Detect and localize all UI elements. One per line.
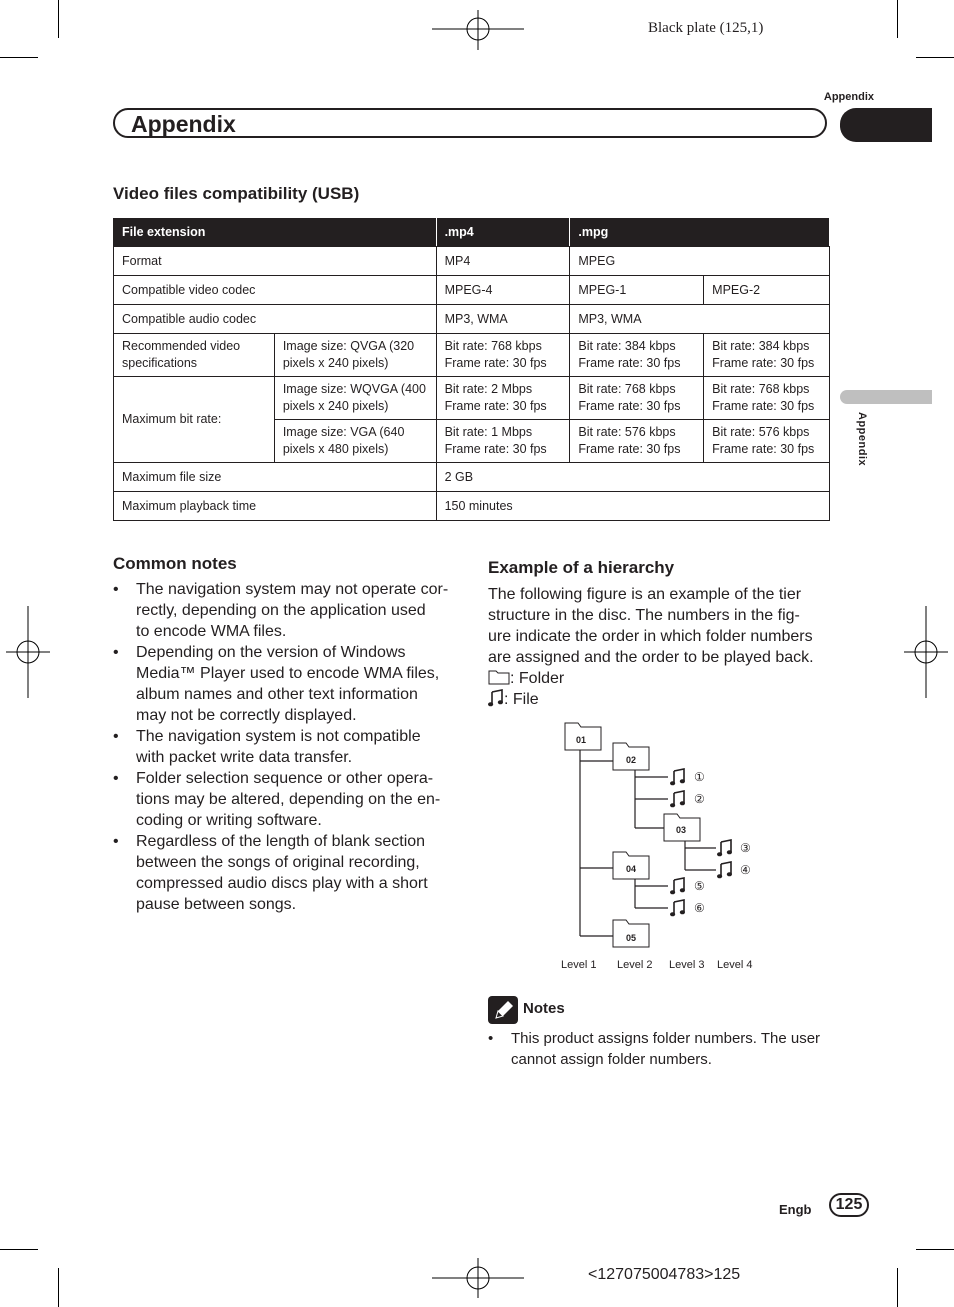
music-note-icon: [670, 791, 685, 807]
folder-label: 02: [626, 755, 637, 765]
music-note-icon: [488, 689, 504, 707]
video-section-title: Video files compatibility (USB): [113, 184, 360, 203]
table-cell: MP3, WMA: [570, 305, 830, 334]
folder-04: [613, 852, 649, 879]
table-row: [114, 377, 830, 420]
table-cell: Maximum playback time: [114, 492, 437, 521]
list-item: • The navigation system is not compatible with packet write data transfer.: [113, 726, 458, 768]
table-cell: Maximum file size: [114, 463, 437, 492]
folder-icon: [488, 668, 510, 685]
table-cell: Format: [114, 247, 437, 276]
list-item: • Folder selection sequence or other opera- tions may be altered, depending on the en- coding or writing software.: [113, 768, 458, 831]
registration-mark-left: [6, 606, 50, 698]
legend-folder: [488, 668, 564, 689]
crop-mark: [916, 1249, 954, 1250]
banner-title: Appendix: [131, 111, 236, 137]
table-cell: Bit rate: 384 kbps Frame rate: 30 fps: [570, 334, 704, 377]
language-code: Engb: [779, 1202, 812, 1217]
common-notes-title: Common notes: [113, 554, 237, 573]
file-order-label: ④: [740, 863, 751, 877]
running-head: Appendix: [823, 91, 874, 103]
table-cell: Bit rate: 768 kbps Frame rate: 30 fps: [570, 377, 704, 420]
crop-mark: [0, 1249, 38, 1250]
folder-label: 05: [626, 933, 637, 943]
file-order-label: ⑥: [694, 901, 705, 915]
music-note-icon: [670, 900, 685, 916]
page-number: 125: [829, 1193, 869, 1217]
music-note-icon: [717, 840, 732, 856]
table-cell: Compatible video codec: [114, 276, 437, 305]
table-cell: Bit rate: 768 kbps Frame rate: 30 fps: [704, 377, 830, 420]
folder-03: [664, 814, 700, 841]
table-cell: Compatible audio codec: [114, 305, 437, 334]
table-cell: Bit rate: 2 Mbps Frame rate: 30 fps: [436, 377, 570, 420]
table-cell: Bit rate: 1 Mbps Frame rate: 30 fps: [436, 420, 570, 463]
folder-01: [565, 723, 601, 750]
list-item: • Regardless of the length of blank section between the songs of original recording, compressed audio discs play with a short pause between songs.: [113, 831, 458, 915]
table-cell: Bit rate: 576 kbps Frame rate: 30 fps: [570, 420, 704, 463]
notes-list: [488, 1028, 833, 1070]
music-note-icon: [670, 769, 685, 785]
crop-mark: [58, 1268, 59, 1307]
table-cell: Image size: VGA (640 pixels x 480 pixels): [274, 420, 436, 463]
table-cell: Bit rate: 576 kbps Frame rate: 30 fps: [704, 420, 830, 463]
table-row: [114, 276, 830, 305]
table-cell: 2 GB: [436, 463, 829, 492]
table-cell: MPEG-2: [704, 276, 830, 305]
table-cell: Image size: QVGA (320 pixels x 240 pixels): [274, 334, 436, 377]
table-cell: Maximum bit rate:: [114, 377, 275, 463]
table-header-row: [114, 218, 830, 247]
pencil-icon: [488, 996, 518, 1024]
folder-label: 01: [576, 735, 587, 745]
table-cell: Recommended video specifications: [114, 334, 275, 377]
hierarchy-description: The following figure is an example of the tier structure in the disc. The numbers in the fig- ure indicate the order in which folder numbers are assigned and the order to be played back.: [488, 586, 814, 666]
notes-title: Notes: [523, 1000, 565, 1017]
crop-mark: [58, 0, 59, 38]
registration-mark-bottom: [432, 1258, 524, 1298]
music-note-icon: [717, 862, 732, 878]
common-notes-list: [113, 579, 458, 915]
legend-file: [488, 689, 539, 710]
list-item: • The navigation system may not operate cor- rectly, depending on the application used to encode WMA files.: [113, 579, 458, 642]
table-cell: MP3, WMA: [436, 305, 570, 334]
level-label: Level 4: [717, 959, 753, 971]
folder-label: 03: [676, 825, 687, 835]
table-header-cell: .mp4: [436, 218, 570, 247]
table-cell: Bit rate: 384 kbps Frame rate: 30 fps: [704, 334, 830, 377]
level-label: Level 2: [617, 959, 653, 971]
table-cell: MPEG-1: [570, 276, 704, 305]
side-tab-label: Appendix: [856, 412, 868, 467]
table-cell: MPEG-4: [436, 276, 570, 305]
table-row: [114, 463, 830, 492]
music-note-icon: [670, 878, 685, 894]
chapter-tab: [840, 108, 932, 142]
folder-02: [613, 743, 649, 770]
table-cell: Image size: WQVGA (400 pixels x 240 pixels): [274, 377, 436, 420]
legend-file-label: : File: [504, 691, 539, 708]
table-cell: 150 minutes: [436, 492, 829, 521]
side-tab: [840, 390, 932, 404]
table-header-cell: File extension: [114, 218, 437, 247]
crop-mark: [0, 57, 38, 58]
table-header-cell: .mpg: [570, 218, 830, 247]
table-row: [114, 305, 830, 334]
table-cell: MPEG: [570, 247, 830, 276]
registration-mark-top: [432, 10, 524, 50]
file-order-label: ⑤: [694, 879, 705, 893]
level-label: Level 3: [669, 959, 705, 971]
file-order-label: ①: [694, 770, 705, 784]
table-row: [114, 334, 830, 377]
hierarchy-title: Example of a hierarchy: [488, 558, 675, 577]
legend-folder-label: : Folder: [510, 670, 565, 687]
registration-mark-right: [904, 606, 948, 698]
file-order-label: ③: [740, 841, 751, 855]
crop-mark: [897, 1268, 898, 1307]
folder-label: 04: [626, 864, 637, 874]
table-row: [114, 247, 830, 276]
crop-mark: [897, 0, 898, 38]
folder-05: [613, 920, 649, 947]
table-cell: Bit rate: 768 kbps Frame rate: 30 fps: [436, 334, 570, 377]
table-row: [114, 492, 830, 521]
plate-label: Black plate (125,1): [648, 20, 764, 36]
crop-mark: [916, 57, 954, 58]
print-code: <127075004783>125: [588, 1266, 741, 1283]
video-compat-table: [113, 217, 830, 521]
list-item: • Depending on the version of Windows Media™ Player used to encode WMA files, album names and other text information may not be correctly displayed.: [113, 642, 458, 726]
level-label: Level 1: [561, 959, 597, 971]
table-cell: MP4: [436, 247, 570, 276]
hierarchy-diagram: [540, 715, 800, 980]
section-banner: [113, 108, 827, 138]
file-order-label: ②: [694, 792, 705, 806]
list-item: • This product assigns folder numbers. The user cannot assign folder numbers.: [488, 1028, 833, 1070]
